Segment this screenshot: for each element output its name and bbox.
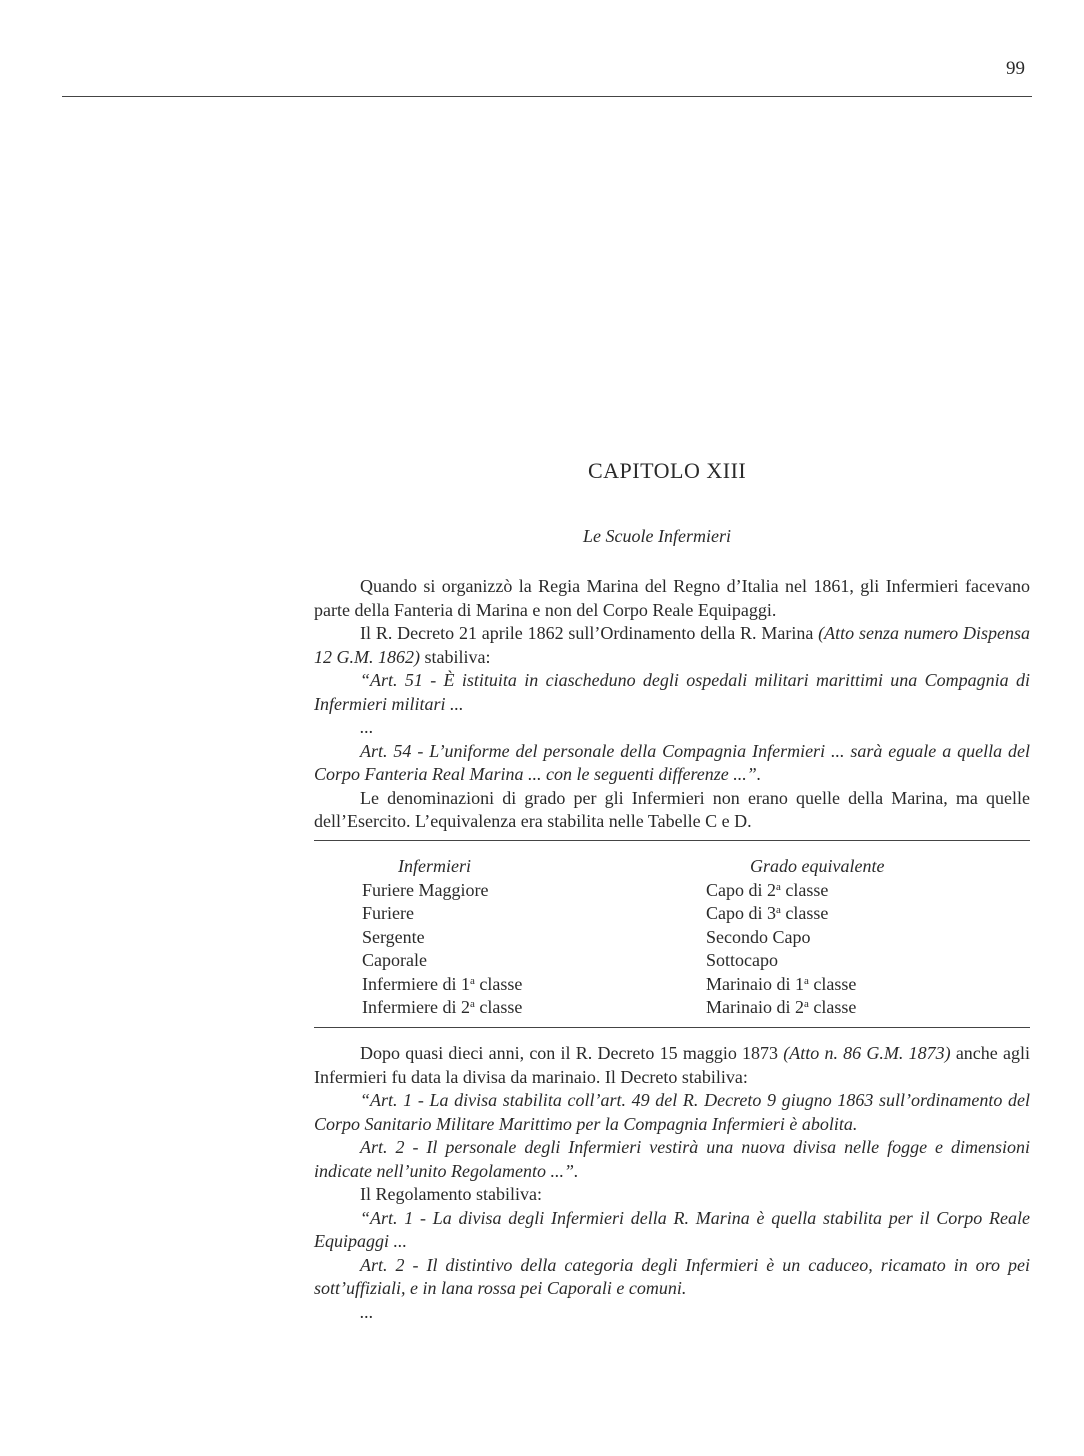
quote: Art. 54 - L’uniforme del personale della Compagnia Infermieri ... sarà eguale a quella del Corpo Fanteria Real Marina ... con le seguenti differenze ...”. bbox=[314, 740, 1030, 784]
intro-section bbox=[314, 575, 1030, 834]
table-row bbox=[362, 902, 1050, 926]
quote: “Art. 1 - La divisa degli Infermieri della R. Marina è quella stabilita per il Corpo Reale Equipaggi ... bbox=[314, 1207, 1030, 1251]
paragraph: Il Regolamento stabiliva: bbox=[360, 1184, 542, 1204]
header-rule bbox=[62, 96, 1032, 97]
chapter-title: CAPITOLO XIII bbox=[588, 458, 747, 483]
page-number: 99 bbox=[1006, 58, 1025, 79]
after-section bbox=[314, 1042, 1030, 1324]
table-row bbox=[362, 879, 1050, 903]
quote: “Art. 1 - La divisa stabilita coll’art. 49 del R. Decreto 9 giugno 1863 sull’ordinamento del Corpo Sanitario Militare Marittimo per la Compagnia Infermieri è abolita. bbox=[314, 1090, 1030, 1134]
table-bottom-rule bbox=[314, 1027, 1030, 1028]
chapter-subtitle: Le Scuole Infermieri bbox=[583, 526, 731, 546]
table-cell-equivalent: Secondo Capo bbox=[706, 926, 811, 947]
equivalence-table bbox=[362, 855, 1050, 1020]
table-top-rule bbox=[314, 840, 1030, 841]
ellipsis: ... bbox=[360, 1301, 374, 1322]
quote: Art. 2 - Il distintivo della categoria degli Infermieri è un caduceo, ricamato in oro pei sott’uffiziali, e in lana rossa pei Caporali e comuni. bbox=[314, 1254, 1030, 1298]
table-cell-grade: Furiere Maggiore bbox=[362, 879, 489, 900]
table-cell-equivalent: Capo di 3$^a$ classe bbox=[706, 903, 829, 923]
table-cell-grade: Infermiere di 2$^a$ classe bbox=[362, 997, 523, 1017]
table-cell-equivalent: Marinaio di 2$^a$ classe bbox=[706, 997, 857, 1017]
table-row bbox=[362, 926, 1050, 950]
table-cell-grade: Infermiere di 1$^a$ classe bbox=[362, 973, 523, 994]
table-cell-grade: Sergente bbox=[362, 926, 425, 947]
table-cell-grade: Caporale bbox=[362, 950, 427, 970]
paragraph: Dopo quasi dieci anni, con il R. Decreto 15 maggio 1873 (Atto n. 86 G.M. 1873) anche agli Infermieri fu data la divisa da marinaio. Il Decreto stabiliva: bbox=[314, 1043, 1030, 1087]
table-cell-equivalent: Marinaio di 1$^a$ classe bbox=[706, 973, 857, 994]
quote: Art. 2 - Il personale degli Infermieri vestirà una nuova divisa nelle fogge e dimensioni indicate nell’unito Regolamento ...”. bbox=[314, 1137, 1030, 1181]
table-row bbox=[362, 996, 1050, 1020]
paragraph: Il R. Decreto 21 aprile 1862 sull’Ordinamento della R. Marina (Atto senza numero Dispensa 12 G.M. 1862) stabiliva: bbox=[314, 623, 1030, 667]
table-header-row bbox=[362, 855, 1050, 879]
table-header-infermieri: Infermieri bbox=[398, 856, 471, 876]
table-header-grado: Grado equivalente bbox=[750, 856, 885, 876]
paragraph: Le denominazioni di grado per gli Infermieri non erano quelle della Marina, ma quelle dell’Esercito. L’equivalenza era stabilita nelle Tabelle C e D. bbox=[314, 787, 1030, 831]
table-row bbox=[362, 973, 1050, 997]
table-cell-grade: Furiere bbox=[362, 903, 414, 923]
paragraph: Quando si organizzò la Regia Marina del Regno d’Italia nel 1861, gli Infermieri facevano parte della Fanteria di Marina e non del Corpo Reale Equipaggi. bbox=[314, 576, 1030, 620]
table-cell-equivalent: Sottocapo bbox=[706, 950, 778, 970]
quote: “Art. 51 - È istituita in ciascheduno degli ospedali militari marittimi una Compagnia di Infermieri militari ... bbox=[314, 670, 1030, 714]
table-row bbox=[362, 949, 1050, 973]
ellipsis: ... bbox=[360, 717, 374, 737]
table-cell-equivalent: Capo di 2$^a$ classe bbox=[706, 879, 829, 900]
